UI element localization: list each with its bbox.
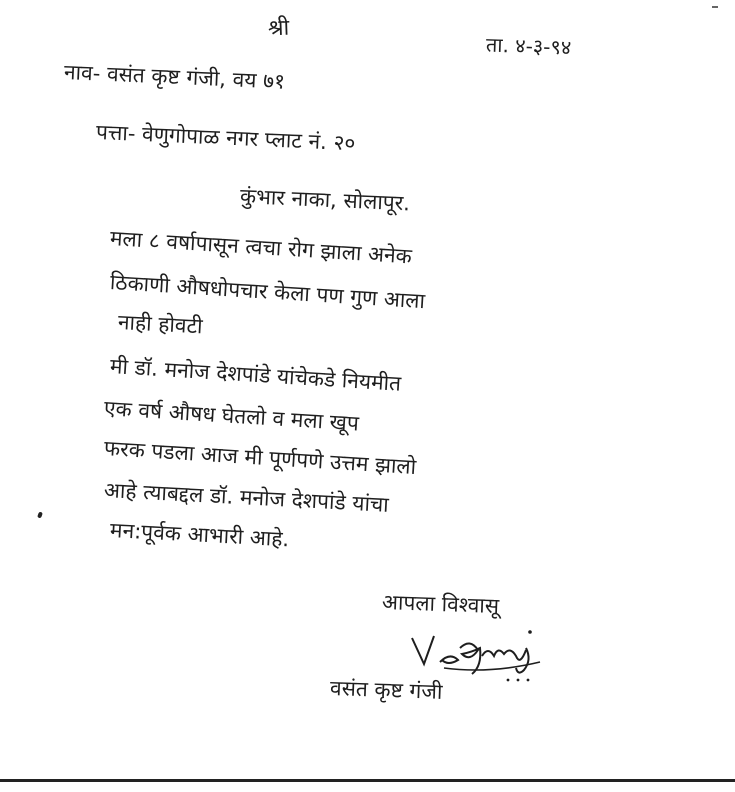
address-line-1: पत्ता- वेणुगोपाळ नगर प्लाट नं. २० (95, 120, 356, 156)
signer-name: वसंत कृष्ट गंजी (329, 676, 443, 704)
body-line-2: ठिकाणी औषधोपचार केला पण गुण आला (109, 270, 426, 314)
body-line-3: नाही होवटी (117, 310, 204, 339)
body-line-7: आहे त्याबद्दल डॉ. मनोज देशपांडे यांचा (103, 478, 390, 517)
body-line-1: मला ८ वर्षापासून त्वचा रोग झाला अनेक (109, 226, 413, 269)
ink-dot (37, 511, 43, 518)
address-line-2: कुंभार नाका, सोलापूर. (239, 184, 411, 216)
body-line-4: मी डॉ. मनोज देशपांडे यांचेकडे नियमीत (109, 354, 402, 396)
signature-scribble (400, 618, 560, 682)
letter-date: ता. ४-३-९४ (485, 32, 572, 60)
letter-header: श्री (267, 15, 290, 42)
body-line-6: फरक पडला आज मी पूर्णपणे उत्तम झालो (103, 436, 417, 480)
closing-text: आपला विश्वासू (381, 590, 500, 619)
name-line: नाव- वसंत कृष्ट गंजी, वय ७१ (63, 60, 286, 94)
body-line-5: एक वर्ष औषध घेतलो व मला खूप (103, 396, 360, 436)
body-line-8: मन:पूर्वक आभारी आहे. (109, 518, 290, 552)
bottom-edge-line (0, 779, 735, 782)
scan-mark (712, 6, 718, 8)
